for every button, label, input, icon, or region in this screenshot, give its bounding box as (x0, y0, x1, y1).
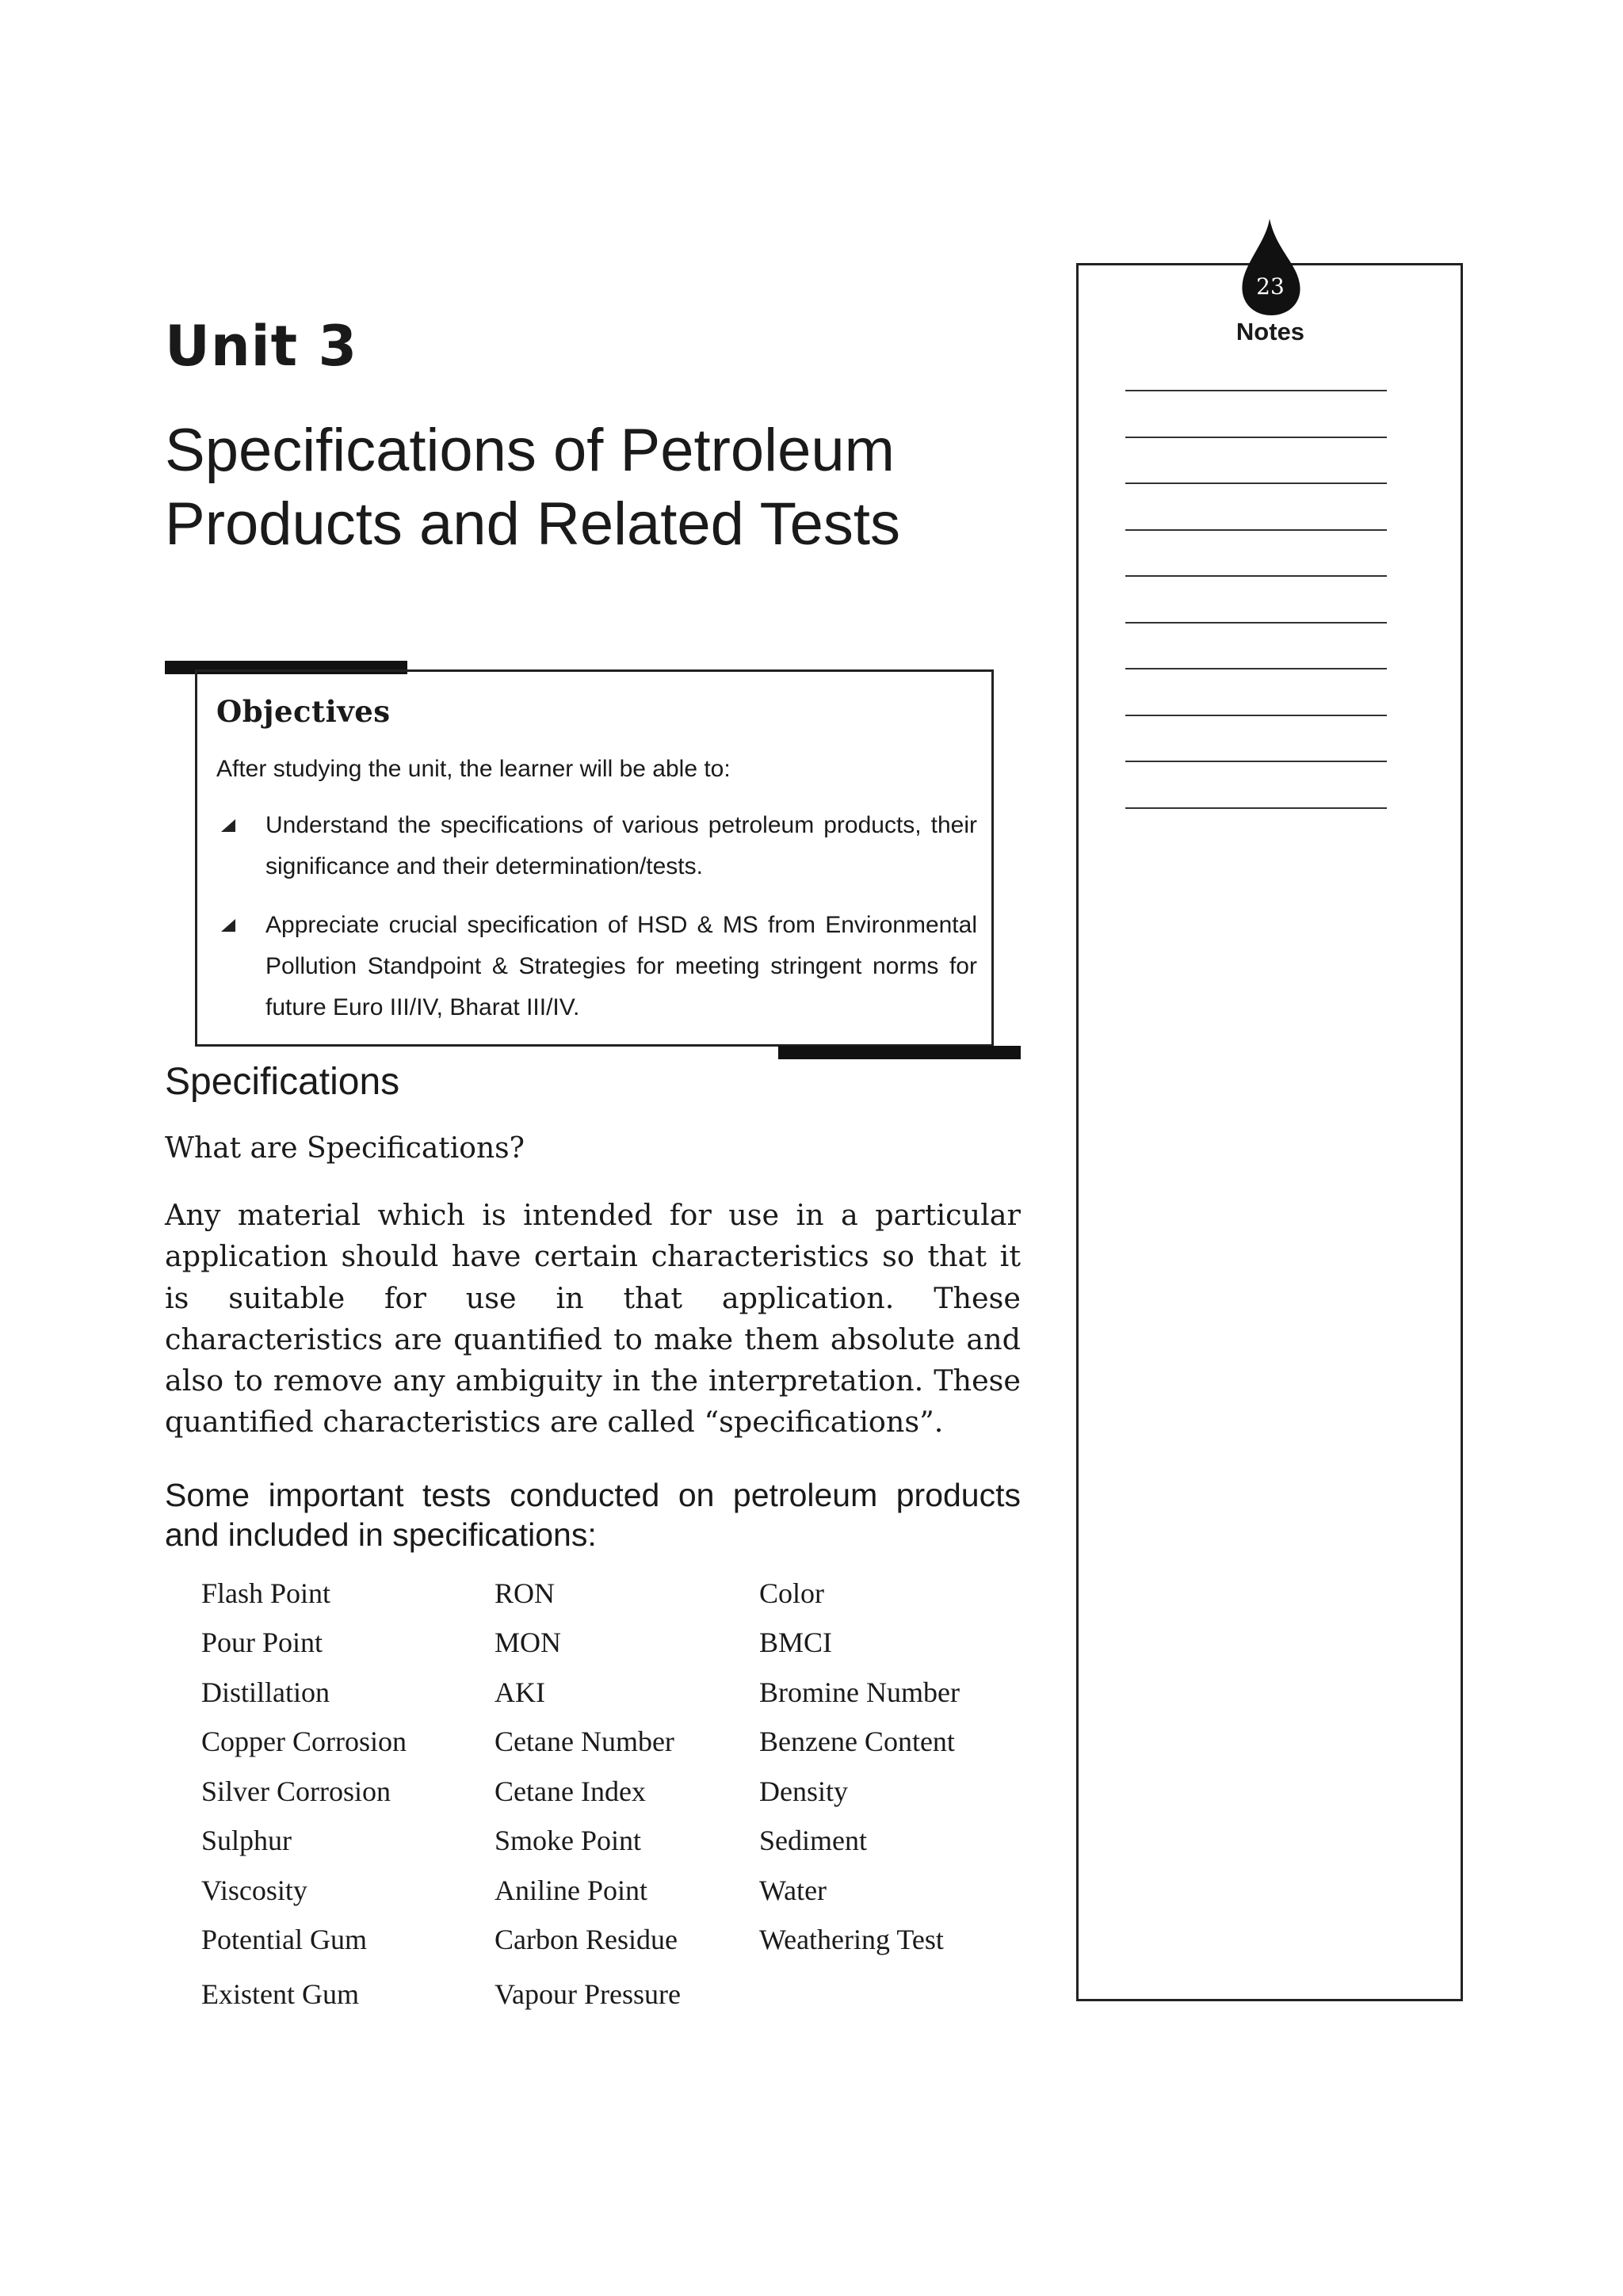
page-title: Specifications of Petroleum Products and Related Tests (165, 417, 901, 558)
objectives-bottom-bar (778, 1046, 1021, 1059)
test-item: Vapour Pressure (495, 1978, 681, 2010)
page-number: 23 (1256, 273, 1285, 299)
note-line (1125, 807, 1387, 809)
test-item: Cetane Index (495, 1775, 646, 1807)
test-item: Copper Corrosion (201, 1726, 407, 1757)
test-item: Color (759, 1577, 825, 1609)
test-item: Density (759, 1775, 848, 1807)
test-item: Aniline Point (495, 1875, 648, 1906)
triangle-bullet-icon (221, 819, 235, 832)
note-line (1125, 668, 1387, 669)
test-item: Distillation (201, 1676, 330, 1708)
test-item: Existent Gum (201, 1978, 359, 2010)
objective-text: Understand the specifications of various petroleum products, their significance and their determination/tests. (265, 812, 977, 879)
test-item: BMCI (759, 1627, 833, 1658)
test-item: Pour Point (201, 1627, 323, 1658)
test-item: Viscosity (201, 1875, 307, 1906)
test-item: Cetane Number (495, 1726, 674, 1757)
test-item: Bromine Number (759, 1676, 960, 1708)
question-heading: What are Specifications? (165, 1132, 525, 1165)
note-line (1125, 622, 1387, 624)
test-item: Water (759, 1875, 827, 1906)
test-item: Silver Corrosion (201, 1775, 391, 1807)
objectives-intro: After studying the unit, the learner will be able to: (216, 756, 731, 782)
note-line (1125, 390, 1387, 391)
note-line (1125, 715, 1387, 716)
test-item: Flash Point (201, 1577, 331, 1609)
note-line (1125, 761, 1387, 762)
test-item: Smoke Point (495, 1825, 642, 1856)
test-item: Potential Gum (201, 1924, 367, 1955)
notes-label: Notes (1235, 318, 1305, 345)
note-line (1125, 437, 1387, 438)
test-item: Sediment (759, 1825, 867, 1856)
note-line (1125, 482, 1387, 484)
tests-intro: Some important tests conducted on petroleum products and included in specifications: (165, 1477, 1021, 1553)
oil-drop-icon (1235, 217, 1306, 317)
unit-label: Unit 3 (165, 314, 358, 379)
objectives-list (216, 805, 977, 1046)
section-heading: Specifications (165, 1061, 400, 1103)
note-line (1125, 529, 1387, 531)
body-paragraph: Any material which is intended for use in a particular application should have certain characteristics so that it is suitable for use in that application. These characteristics are quantified to make them absolute and also to remove any ambiguity in the interpretation. These quantified characteristics are called “specifications”. (165, 1198, 1021, 1440)
test-item: Carbon Residue (495, 1924, 678, 1955)
test-item: MON (495, 1627, 562, 1658)
note-line (1125, 575, 1387, 577)
triangle-bullet-icon (221, 919, 235, 932)
test-item: Weathering Test (759, 1924, 944, 1955)
objective-item (216, 805, 977, 887)
objective-item (216, 905, 977, 1028)
test-item: Sulphur (201, 1825, 292, 1856)
objective-text: Appreciate crucial specification of HSD & MS from Environmental Pollution Standpoint & Strategies for meeting stringent norms for future Euro III/IV, Bharat III/IV. (265, 912, 977, 1020)
test-item: RON (495, 1577, 556, 1609)
test-item: Benzene Content (759, 1726, 955, 1757)
objectives-heading: Objectives (216, 694, 391, 729)
objectives-box (195, 669, 994, 1047)
notes-sidebar (1076, 263, 1463, 2001)
test-item: AKI (495, 1676, 545, 1708)
